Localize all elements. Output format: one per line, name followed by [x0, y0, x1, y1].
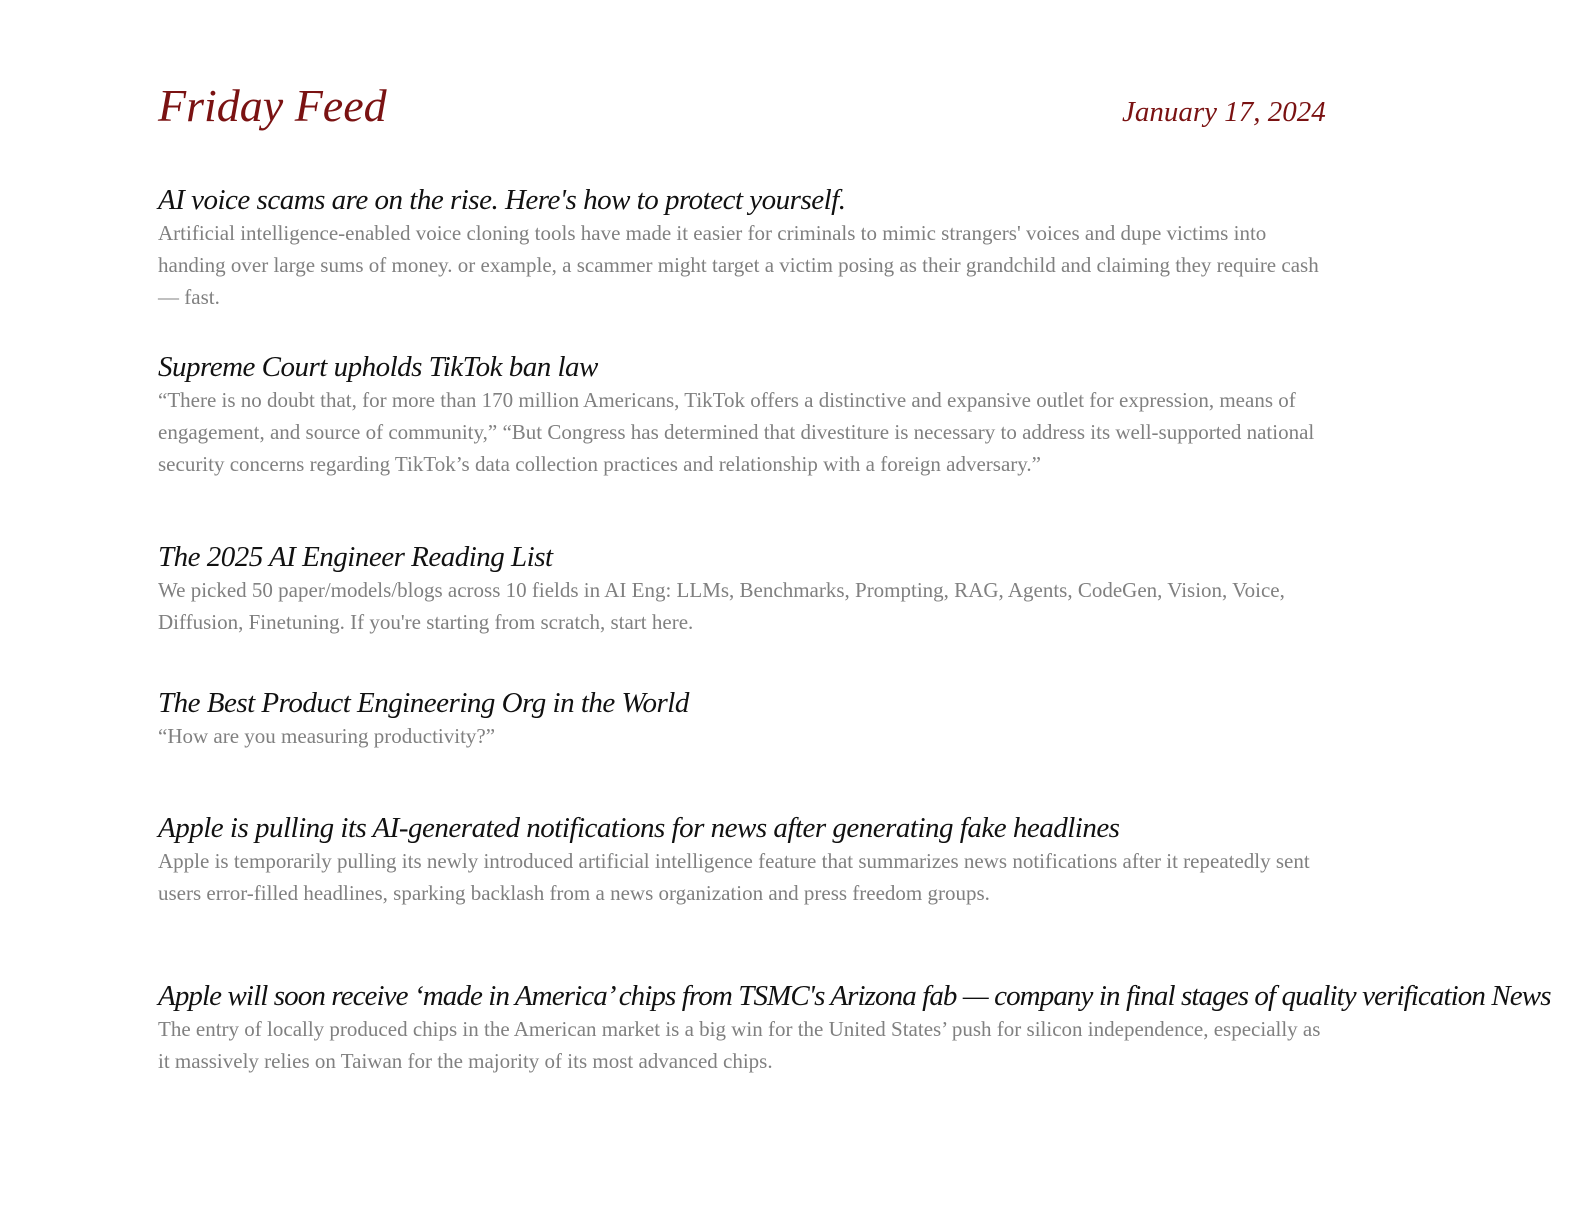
article-item [158, 183, 1498, 313]
article-headline[interactable]: The 2025 AI Engineer Reading List [158, 541, 553, 573]
article-summary: “There is no doubt that, for more than 170 million Americans, TikTok offers a distinctive and expansive outlet for expression, means of engagement, and source of community,” “But Congress has determined that divestiture is necessary to address its well-supported national security concerns regarding TikTok’s data collection practices and relationship with a foreign adversary.” [158, 388, 1315, 476]
article-headline[interactable]: The Best Product Engineering Org in the World [158, 687, 689, 719]
page-title: Friday Feed [158, 80, 387, 131]
article-headline[interactable]: Apple is pulling its AI-generated notifications for news after generating fake headlines [158, 812, 1120, 844]
article-summary: “How are you measuring productivity?” [158, 724, 496, 748]
article-item [158, 540, 1498, 638]
article-item [158, 979, 1551, 1077]
article-headline[interactable]: Apple will soon receive ‘made in America’ chips from TSMC's Arizona fab — company in final stages of quality verification News [158, 980, 1551, 1012]
article-summary: The entry of locally produced chips in the American market is a big win for the United States’ push for silicon independence, especially as it massively relies on Taiwan for the majority of its most advanced chips. [158, 1017, 1321, 1073]
article-headline[interactable]: AI voice scams are on the rise. Here's how to protect yourself. [158, 184, 846, 216]
article-summary: We picked 50 paper/models/blogs across 10 fields in AI Eng: LLMs, Benchmarks, Prompting, RAG, Agents, CodeGen, Vision, Voice, Diffusion, Finetuning. If you're starting from scratch, start here. [158, 578, 1285, 634]
article-item [158, 686, 1498, 752]
article-summary: Artificial intelligence-enabled voice cloning tools have made it easier for criminals to mimic strangers' voices and dupe victims into handing over large sums of money. or example, a scammer might target a victim posing as their grandchild and claiming they require cash — fast. [158, 221, 1319, 309]
article-summary: Apple is temporarily pulling its newly introduced artificial intelligence feature that summarizes news notifications after it repeatedly sent users error-filled headlines, sparking backlash from a news organization and press freedom groups. [158, 849, 1310, 905]
article-item [158, 350, 1498, 480]
article-item [158, 811, 1498, 909]
article-headline[interactable]: Supreme Court upholds TikTok ban law [158, 351, 598, 383]
issue-date: January 17, 2024 [1122, 96, 1326, 128]
